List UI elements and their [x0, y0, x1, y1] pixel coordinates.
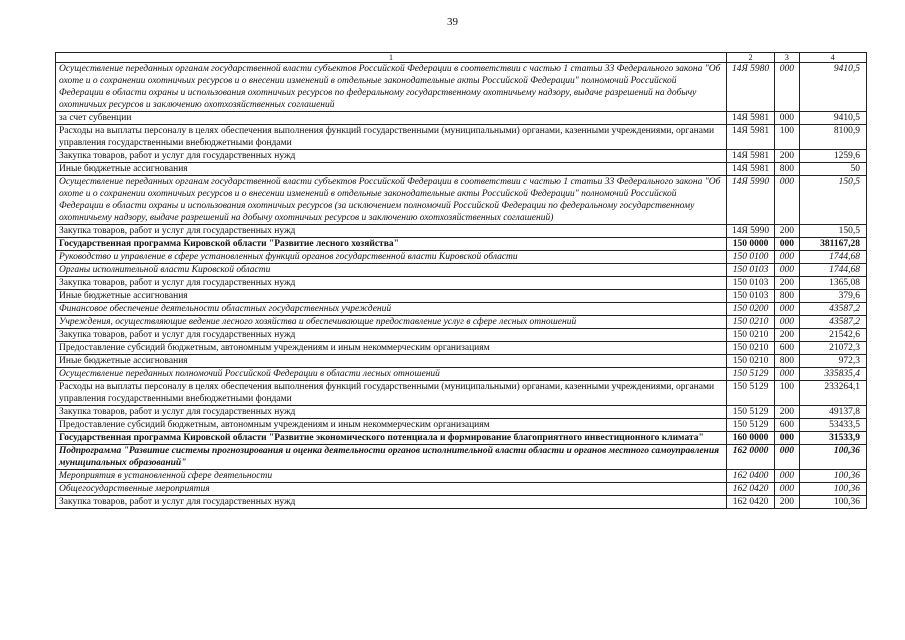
table-row: [56, 432, 867, 445]
row-code-cell: 150 0103: [727, 264, 775, 277]
table-row: [56, 381, 867, 406]
row-code-cell: 150 0210: [727, 355, 775, 368]
table-row: [56, 112, 867, 125]
row-kvr-cell: 200: [775, 496, 800, 509]
row-kvr-cell: 200: [775, 277, 800, 290]
row-amount-cell: 1259,6: [799, 150, 866, 163]
row-amount-cell: 9410,5: [799, 112, 866, 125]
table-header-row: [56, 53, 867, 63]
row-name-cell: Общегосударственные мероприятия: [56, 483, 727, 496]
row-kvr-cell: 000: [775, 432, 800, 445]
row-code-cell: 14Я 5981: [727, 125, 775, 150]
row-code-cell: 14Я 5981: [727, 163, 775, 176]
row-amount-cell: 972,3: [799, 355, 866, 368]
row-name-cell: Закупка товаров, работ и услуг для государственных нужд: [56, 329, 727, 342]
row-amount-cell: 100,36: [799, 445, 866, 470]
row-amount-cell: 31533,9: [799, 432, 866, 445]
row-code-cell: 162 0400: [727, 470, 775, 483]
table-row: [56, 264, 867, 277]
table-row: [56, 125, 867, 150]
row-kvr-cell: 000: [775, 176, 800, 225]
table-row: [56, 277, 867, 290]
table-row: [56, 225, 867, 238]
row-code-cell: 150 0210: [727, 316, 775, 329]
table-row: [56, 238, 867, 251]
row-name-cell: Закупка товаров, работ и услуг для государственных нужд: [56, 277, 727, 290]
row-kvr-cell: 000: [775, 264, 800, 277]
table-row: [56, 419, 867, 432]
row-amount-cell: 50: [799, 163, 866, 176]
row-amount-cell: 1365,08: [799, 277, 866, 290]
row-code-cell: 150 0210: [727, 342, 775, 355]
row-kvr-cell: 800: [775, 355, 800, 368]
table-row: [56, 303, 867, 316]
row-name-cell: Осуществление переданных органам государственной власти субъектов Российской Федерации в соответствии с частью 1 статьи 33 Федерального закона "Об охоте и о сохранении охотничьих ресурсов и о внесении изменений в отдельные законодательные акты Российской Федерации" полномочий Российской Федерации в области охраны и использования охотничьих ресурсов (за исключением полномочий Российской Федерации по федеральному государственному охотничьему надзору, выдаче разрешений на добычу охотничьих ресурсов и заключению охотхозяйственных соглашений): [56, 176, 727, 225]
row-kvr-cell: 200: [775, 329, 800, 342]
row-amount-cell: 1744,68: [799, 264, 866, 277]
row-kvr-cell: 800: [775, 290, 800, 303]
row-amount-cell: 8100,9: [799, 125, 866, 150]
table-row: [56, 445, 867, 470]
row-name-cell: Закупка товаров, работ и услуг для государственных нужд: [56, 496, 727, 509]
row-code-cell: 14Я 5990: [727, 225, 775, 238]
row-kvr-cell: 200: [775, 225, 800, 238]
row-kvr-cell: 200: [775, 150, 800, 163]
row-kvr-cell: 000: [775, 112, 800, 125]
row-code-cell: 160 0000: [727, 432, 775, 445]
row-amount-cell: 233264,1: [799, 381, 866, 406]
row-amount-cell: 43587,2: [799, 303, 866, 316]
row-name-cell: Государственная программа Кировской области "Развитие лесного хозяйства": [56, 238, 727, 251]
row-code-cell: 14Я 5980: [727, 63, 775, 112]
row-code-cell: 150 5129: [727, 368, 775, 381]
header-cell: 4: [799, 53, 866, 63]
table-row: [56, 316, 867, 329]
row-name-cell: Осуществление переданных полномочий Российской Федерации в области лесных отношений: [56, 368, 727, 381]
table-row: [56, 163, 867, 176]
row-kvr-cell: 000: [775, 63, 800, 112]
table-row: [56, 483, 867, 496]
row-name-cell: Подпрограмма "Развитие системы прогнозирования и оценка деятельности органов исполнительной власти области и органов местного самоуправления муниципальных образований": [56, 445, 727, 470]
row-kvr-cell: 000: [775, 238, 800, 251]
row-amount-cell: 381167,28: [799, 238, 866, 251]
table-row: [56, 150, 867, 163]
row-kvr-cell: 000: [775, 445, 800, 470]
row-amount-cell: 49137,8: [799, 406, 866, 419]
row-code-cell: 14Я 5981: [727, 150, 775, 163]
row-name-cell: Руководство и управление в сфере установленных функций органов государственной власти Кировской области: [56, 251, 727, 264]
row-code-cell: 150 5129: [727, 381, 775, 406]
row-amount-cell: 100,36: [799, 496, 866, 509]
table-row: [56, 329, 867, 342]
row-code-cell: 150 5129: [727, 419, 775, 432]
row-kvr-cell: 800: [775, 163, 800, 176]
row-amount-cell: 9410,5: [799, 63, 866, 112]
header-cell: 3: [775, 53, 800, 63]
table-row: [56, 251, 867, 264]
row-code-cell: 150 0000: [727, 238, 775, 251]
row-code-cell: 162 0000: [727, 445, 775, 470]
row-code-cell: 150 0103: [727, 290, 775, 303]
row-code-cell: 162 0420: [727, 496, 775, 509]
row-amount-cell: 1744,68: [799, 251, 866, 264]
header-cell: 2: [727, 53, 775, 63]
row-kvr-cell: 000: [775, 368, 800, 381]
row-name-cell: Осуществление переданных органам государственной власти субъектов Российской Федерации в соответствии с частью 1 статьи 33 Федерального закона "Об охоте и о сохранении охотничьих ресурсов и о внесении изменений в отдельные законодательные акты Российской Федерации" полномочий Российской Федерации в области охраны и использования охотничьих ресурсов по федеральному государственному охотничьему надзору, выдаче разрешений на добычу охотничьих ресурсов и заключению охотхозяйственных соглашений: [56, 63, 727, 112]
row-amount-cell: 21072,3: [799, 342, 866, 355]
row-kvr-cell: 000: [775, 303, 800, 316]
row-kvr-cell: 000: [775, 316, 800, 329]
row-name-cell: Расходы на выплаты персоналу в целях обеспечения выполнения функций государственными (муниципальными) органами, казенными учреждениями, органами управления государственными внебюджетными фондами: [56, 125, 727, 150]
row-code-cell: 150 0100: [727, 251, 775, 264]
row-name-cell: Закупка товаров, работ и услуг для государственных нужд: [56, 225, 727, 238]
table-row: [56, 368, 867, 381]
row-amount-cell: 53433,5: [799, 419, 866, 432]
row-code-cell: 150 5129: [727, 406, 775, 419]
row-name-cell: Иные бюджетные ассигнования: [56, 290, 727, 303]
table-row: [56, 290, 867, 303]
row-amount-cell: 150,5: [799, 176, 866, 225]
table-row: [56, 496, 867, 509]
row-name-cell: Закупка товаров, работ и услуг для государственных нужд: [56, 406, 727, 419]
row-code-cell: 150 0200: [727, 303, 775, 316]
table-row: [56, 63, 867, 112]
row-name-cell: Иные бюджетные ассигнования: [56, 355, 727, 368]
row-name-cell: Предоставление субсидий бюджетным, автономным учреждениям и иным некоммерческим организациям: [56, 419, 727, 432]
row-name-cell: Государственная программа Кировской области "Развитие экономического потенциала и формирование благоприятного инвестиционного климата": [56, 432, 727, 445]
row-code-cell: 14Я 5990: [727, 176, 775, 225]
row-name-cell: Закупка товаров, работ и услуг для государственных нужд: [56, 150, 727, 163]
row-kvr-cell: 000: [775, 470, 800, 483]
table-row: [56, 470, 867, 483]
row-code-cell: 14Я 5981: [727, 112, 775, 125]
table-row: [56, 355, 867, 368]
row-name-cell: Иные бюджетные ассигнования: [56, 163, 727, 176]
row-code-cell: 150 0103: [727, 277, 775, 290]
page-number: 39: [447, 16, 458, 28]
row-amount-cell: 379,6: [799, 290, 866, 303]
row-amount-cell: 100,36: [799, 483, 866, 496]
row-kvr-cell: 600: [775, 342, 800, 355]
row-amount-cell: 335835,4: [799, 368, 866, 381]
row-name-cell: за счет субвенции: [56, 112, 727, 125]
row-kvr-cell: 200: [775, 406, 800, 419]
table-row: [56, 176, 867, 225]
table-row: [56, 342, 867, 355]
row-kvr-cell: 000: [775, 483, 800, 496]
budget-table: [55, 52, 867, 509]
row-kvr-cell: 100: [775, 381, 800, 406]
row-kvr-cell: 000: [775, 251, 800, 264]
row-name-cell: Расходы на выплаты персоналу в целях обеспечения выполнения функций государственными (муниципальными) органами, казенными учреждениями, органами управления государственными внебюджетными фондами: [56, 381, 727, 406]
row-amount-cell: 100,36: [799, 470, 866, 483]
table-row: [56, 406, 867, 419]
row-name-cell: Финансовое обеспечение деятельности областных государственных учреждений: [56, 303, 727, 316]
row-name-cell: Органы исполнительной власти Кировской области: [56, 264, 727, 277]
row-name-cell: Учреждения, осуществляющие ведение лесного хозяйства и обеспечивающие предоставление услуг в сфере лесных отношений: [56, 316, 727, 329]
row-name-cell: Мероприятия в установленной сфере деятельности: [56, 470, 727, 483]
row-name-cell: Предоставление субсидий бюджетным, автономным учреждениям и иным некоммерческим организациям: [56, 342, 727, 355]
row-kvr-cell: 100: [775, 125, 800, 150]
row-amount-cell: 21542,6: [799, 329, 866, 342]
row-code-cell: 150 0210: [727, 329, 775, 342]
header-cell: 1: [56, 53, 727, 63]
row-amount-cell: 150,5: [799, 225, 866, 238]
row-kvr-cell: 600: [775, 419, 800, 432]
row-code-cell: 162 0420: [727, 483, 775, 496]
row-amount-cell: 43587,2: [799, 316, 866, 329]
